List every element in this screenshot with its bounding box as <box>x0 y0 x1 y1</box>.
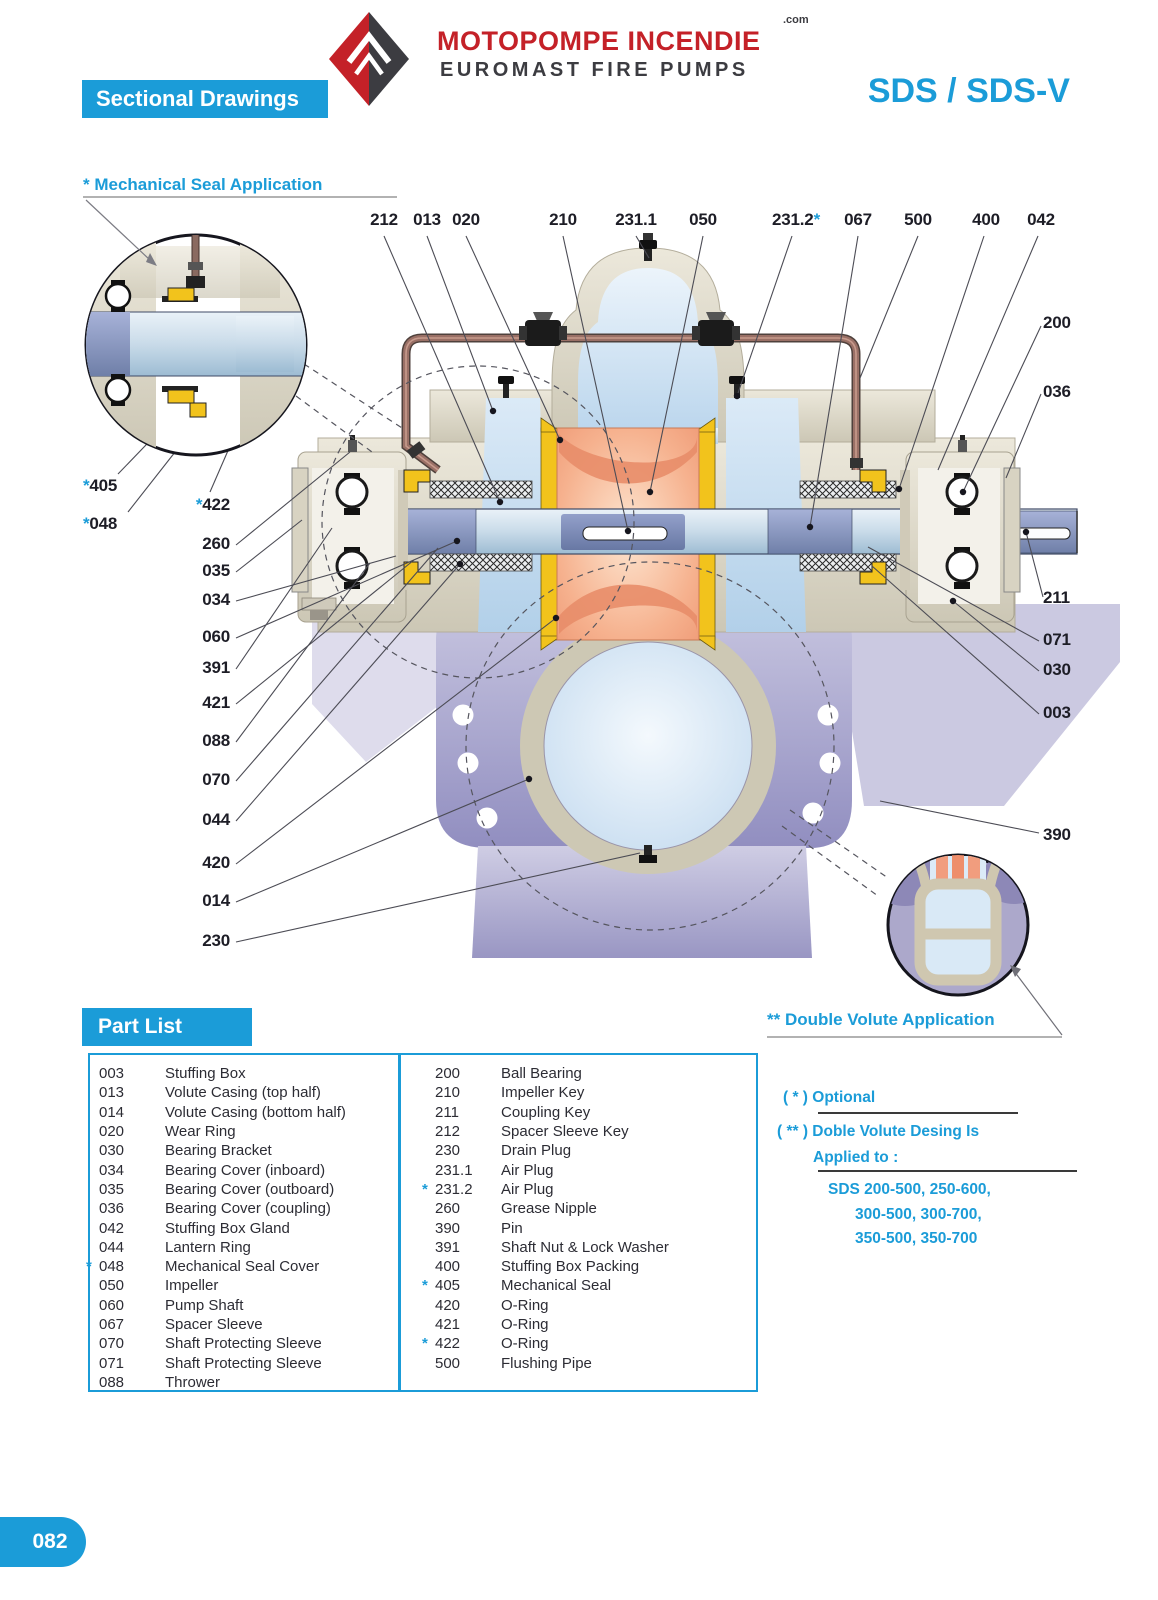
part-name: Spacer Sleeve <box>165 1316 263 1333</box>
ball-bearing <box>947 551 977 581</box>
impeller-keyway <box>583 527 667 540</box>
part-code: 200 <box>435 1065 461 1083</box>
brand-tld: .com <box>783 14 809 26</box>
stuffing-box-packing <box>430 481 532 498</box>
part-row-088 <box>86 1373 386 1392</box>
part-row-044 <box>86 1238 386 1257</box>
part-code: 231.2 <box>435 1180 473 1198</box>
leader-dot <box>557 437 563 443</box>
brand-subtitle: EUROMAST FIRE PUMPS <box>440 59 749 81</box>
part-name: Spacer Sleeve Key <box>501 1123 629 1141</box>
applied-models-line3: 350-500, 350-700 <box>855 1230 978 1247</box>
leader-dot <box>454 538 460 544</box>
callout-500: 500 <box>904 210 932 229</box>
part-name: Bearing Cover (inboard) <box>165 1161 326 1179</box>
callout-071: 071 <box>1043 630 1071 649</box>
part-name: Ball Bearing <box>501 1065 582 1083</box>
part-row-231.2 <box>422 1180 752 1199</box>
part-name: Grease Nipple <box>501 1200 597 1218</box>
bearing-cover-outboard <box>292 468 308 592</box>
part-code: 212 <box>435 1123 461 1141</box>
part-row-036 <box>86 1199 386 1218</box>
callout-070: 070 <box>202 770 230 789</box>
part-code: 400 <box>435 1258 461 1276</box>
leader-dot <box>553 615 559 621</box>
callout-422: *422 <box>195 495 230 514</box>
part-code: 500 <box>435 1354 461 1372</box>
callout-405: *405 <box>83 476 118 495</box>
double-volute-note: ** Double Volute Application <box>767 1010 995 1029</box>
part-row-500 <box>422 1353 752 1372</box>
part-row-231.1 <box>422 1160 752 1179</box>
part-row-210 <box>422 1083 752 1102</box>
part-row-070 <box>86 1334 386 1353</box>
callout-260: 260 <box>202 534 230 553</box>
part-row-420 <box>422 1296 752 1315</box>
part-name: Thrower <box>165 1373 221 1391</box>
callout-088: 088 <box>202 731 230 750</box>
part-code: 050 <box>99 1277 125 1295</box>
part-name: Impeller Key <box>501 1084 585 1102</box>
suction-chamber <box>544 642 752 850</box>
callout-048: *048 <box>83 514 118 533</box>
part-list-right-column <box>422 1064 752 1373</box>
part-code: 035 <box>99 1180 125 1198</box>
leader-line <box>737 236 792 396</box>
part-code: 034 <box>99 1161 125 1179</box>
part-code: 067 <box>99 1316 125 1333</box>
mechanical-seal <box>168 288 194 301</box>
ball-bearing <box>337 551 367 581</box>
bearing-cover-coupling <box>1004 468 1020 592</box>
leader-dot <box>1023 529 1029 535</box>
part-name: Coupling Key <box>501 1103 591 1121</box>
part-name: Bearing Cover (outboard) <box>165 1180 335 1198</box>
pipe-valve <box>519 312 567 346</box>
page-title: SDS / SDS-V <box>867 72 1070 110</box>
part-name: Shaft Protecting Sleeve <box>165 1354 322 1372</box>
double-volute-design-note-line2: Applied to : <box>813 1149 899 1166</box>
section-label: Sectional Drawings <box>82 80 328 118</box>
leader-line <box>427 236 493 411</box>
bearing-housing-left <box>292 435 408 622</box>
part-row-020 <box>86 1122 386 1141</box>
part-name: Pump Shaft <box>165 1296 244 1314</box>
part-code: 036 <box>99 1200 125 1218</box>
part-name: O-Ring <box>501 1335 549 1353</box>
part-name: Stuffing Box Packing <box>501 1258 640 1276</box>
leader-dot <box>647 489 653 495</box>
callout-044: 044 <box>202 810 230 829</box>
applied-models-line2: 300-500, 300-700, <box>855 1206 982 1223</box>
callout-390: 390 <box>1043 825 1071 844</box>
part-row-060 <box>86 1296 386 1315</box>
callout-050: 050 <box>689 210 717 229</box>
part-code: 014 <box>99 1103 125 1121</box>
leader-dot <box>490 408 496 414</box>
leader-line <box>938 236 1038 470</box>
part-name: O-Ring <box>501 1316 549 1333</box>
callout-400: 400 <box>972 210 1000 229</box>
leader-dot <box>807 524 813 530</box>
part-code: 210 <box>435 1084 461 1102</box>
part-code: 013 <box>99 1084 125 1102</box>
mechanical-seal-cover <box>190 403 206 417</box>
part-code: 211 <box>435 1103 459 1121</box>
part-code: 390 <box>435 1219 461 1237</box>
part-row-421 <box>422 1315 752 1334</box>
part-list-title: Part List <box>82 1008 252 1046</box>
part-row-071 <box>86 1353 386 1372</box>
part-code: 230 <box>435 1142 461 1160</box>
part-row-390 <box>422 1218 752 1237</box>
callout-030: 030 <box>1043 660 1071 679</box>
page-number-badge: 082 <box>0 1517 86 1567</box>
part-code: 003 <box>99 1065 125 1083</box>
callout-036: 036 <box>1043 382 1071 401</box>
part-name: Shaft Nut & Lock Washer <box>501 1238 669 1256</box>
part-code: 391 <box>435 1238 461 1256</box>
part-row-048 <box>86 1257 386 1276</box>
part-name: Lantern Ring <box>165 1238 251 1256</box>
leader-dot <box>497 499 503 505</box>
part-row-034 <box>86 1160 386 1179</box>
part-code: 231.1 <box>435 1161 473 1179</box>
part-row-405 <box>422 1276 752 1295</box>
part-row-200 <box>422 1064 752 1083</box>
part-name: Shaft Protecting Sleeve <box>165 1335 322 1353</box>
part-name: Mechanical Seal Cover <box>165 1258 320 1276</box>
applied-models-line1: SDS 200-500, 250-600, <box>828 1181 991 1198</box>
double-volute-detail <box>869 848 1046 995</box>
part-row-260 <box>422 1199 752 1218</box>
callout-034: 034 <box>202 590 230 609</box>
callout-035: 035 <box>202 561 230 580</box>
optional-star: * <box>422 1335 428 1353</box>
leader-dot <box>625 528 631 534</box>
callout-230: 230 <box>202 931 230 950</box>
part-name: Stuffing Box Gland <box>165 1219 290 1237</box>
part-code: 420 <box>435 1296 461 1314</box>
part-name: Drain Plug <box>501 1142 572 1160</box>
part-row-230 <box>422 1141 752 1160</box>
optional-note: ( * ) Optional <box>783 1089 876 1106</box>
callout-013: 013 <box>413 210 441 229</box>
part-name: Bearing Cover (coupling) <box>165 1200 331 1218</box>
part-code: 020 <box>99 1123 125 1141</box>
mechanical-seal-detail <box>84 233 312 455</box>
part-code: 405 <box>435 1277 461 1295</box>
part-row-391 <box>422 1238 752 1257</box>
callout-003: 003 <box>1043 703 1071 722</box>
leader-dot <box>960 489 966 495</box>
bearing-housing-right <box>900 435 1020 622</box>
grease-nipple <box>960 435 965 440</box>
part-name: Flushing Pipe <box>501 1354 592 1372</box>
part-code: 030 <box>99 1142 125 1160</box>
callout-042: 042 <box>1027 210 1055 229</box>
leader-dot <box>896 486 902 492</box>
part-name: Impeller <box>165 1277 219 1295</box>
brand-title: MOTOPOMPE INCENDIE <box>437 26 761 56</box>
leader-dot <box>950 598 956 604</box>
part-name: Stuffing Box <box>165 1065 246 1083</box>
callout-020: 020 <box>452 210 480 229</box>
callout-067: 067 <box>844 210 872 229</box>
part-row-422 <box>422 1334 752 1353</box>
optional-star: * <box>422 1180 428 1198</box>
part-name: Mechanical Seal <box>501 1277 612 1295</box>
part-name: Pin <box>501 1219 523 1237</box>
part-code: 048 <box>99 1258 125 1276</box>
part-row-067 <box>86 1315 386 1334</box>
part-row-014 <box>86 1103 386 1122</box>
mechanical-seal-note: * Mechanical Seal Application <box>83 175 323 194</box>
callout-211: 211 <box>1043 588 1070 607</box>
part-row-211 <box>422 1103 752 1122</box>
part-code: 421 <box>435 1316 461 1333</box>
part-name: Volute Casing (bottom half) <box>165 1103 346 1121</box>
callout-210: 210 <box>549 210 577 229</box>
part-code: 260 <box>435 1200 461 1218</box>
part-name: Volute Casing (top half) <box>165 1084 321 1102</box>
part-row-400 <box>422 1257 752 1276</box>
part-row-013 <box>86 1083 386 1102</box>
part-code: 042 <box>99 1219 125 1237</box>
part-row-035 <box>86 1180 386 1199</box>
leader-dot <box>457 561 463 567</box>
callout-014: 014 <box>202 891 230 910</box>
part-name: O-Ring <box>501 1296 549 1314</box>
part-code: 070 <box>99 1335 125 1353</box>
part-code: 071 <box>99 1354 125 1372</box>
optional-star: * <box>86 1258 92 1276</box>
callout-421: 421 <box>202 693 230 712</box>
leader-line <box>860 236 918 378</box>
leader-dot <box>734 393 740 399</box>
part-list-divider <box>398 1053 401 1392</box>
part-name: Air Plug <box>501 1180 554 1198</box>
callout-420: 420 <box>202 853 230 872</box>
part-code: 422 <box>435 1335 461 1353</box>
callout-212: 212 <box>370 210 398 229</box>
drain-plug <box>639 855 657 863</box>
part-code: 060 <box>99 1296 125 1314</box>
part-row-030 <box>86 1141 386 1160</box>
callout-231.1: 231.1 <box>615 210 657 229</box>
callout-231.2: 231.2* <box>772 210 820 229</box>
callout-200: 200 <box>1043 313 1071 332</box>
double-volute-design-note-line1: ( ** ) Doble Volute Desing Is <box>777 1123 980 1140</box>
callout-391: 391 <box>202 658 230 677</box>
part-code: 044 <box>99 1238 125 1256</box>
part-row-003 <box>86 1064 386 1083</box>
part-name: Wear Ring <box>165 1123 236 1141</box>
leader-dot <box>526 776 532 782</box>
part-list-left-column <box>86 1064 386 1392</box>
leader-line <box>1006 394 1041 478</box>
brand-logo-icon <box>329 12 409 106</box>
callout-060: 060 <box>202 627 230 646</box>
air-plug-top <box>639 240 657 249</box>
optional-star: * <box>422 1277 428 1295</box>
part-row-212 <box>422 1122 752 1141</box>
part-row-042 <box>86 1218 386 1237</box>
part-code: 088 <box>99 1373 125 1391</box>
part-name: Bearing Bracket <box>165 1142 272 1160</box>
part-name: Air Plug <box>501 1161 554 1179</box>
ball-bearing <box>337 477 367 507</box>
part-row-050 <box>86 1276 386 1295</box>
